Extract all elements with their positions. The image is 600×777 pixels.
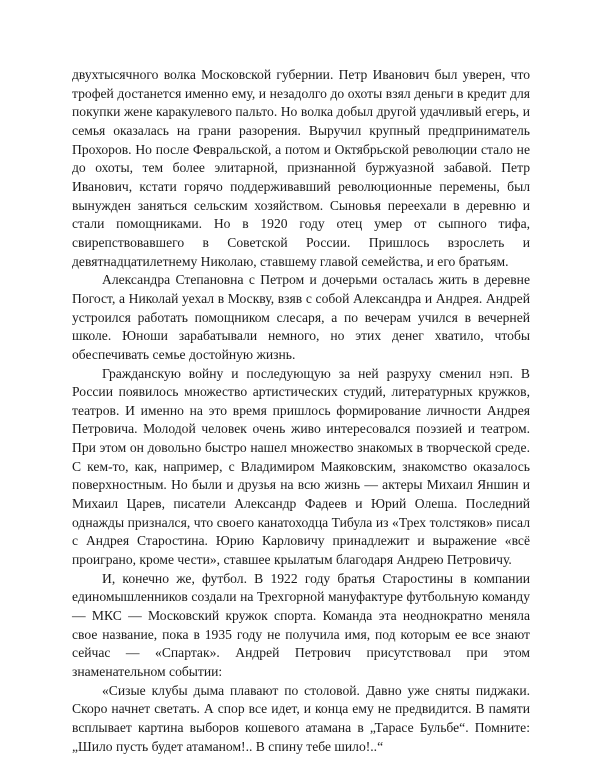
paragraph-1: двухтысячного волка Московской губернии. Петр Иванович был уверен, что трофей достанется именно ему, и незадолго до охоты взял деньги в кредит для покупки жене каракулевого пальто. Но волка добыл другой удачливый егерь, и семья оказалась на грани разорения. Выручил крупный предприниматель Прохоров. Но после Февральской, а потом и Октябрьской революции стало не до охоты, тем более элитарной, признанной буржуазной забавой. Петр Иванович, кстати горячо поддерживавший революционные перемены, был вынужден заняться сельским хозяйством. Сыновья переехали в деревню и стали помощниками. Но в 1920 году отец умер от сыпного тифа, свирепствовавшего в Советской России. Пришлось взрослеть и девятнадцатилетнему Николаю, ставшему главой семейства, и его братьям. [72, 67, 530, 269]
paragraph-2: Александра Степановна с Петром и дочерьми осталась жить в деревне Погост, а Николай уехал в Москву, взяв с собой Александра и Андрея. Андрей устроился работать помощником слесаря, а по вечерам учился в вечерней школе. Юноши зарабатывали немного, но этих денег хватило, чтобы обеспечивать семье достойную жизнь. [72, 272, 530, 362]
document-page [72, 66, 530, 756]
paragraph-5-quote: «Сизые клубы дыма плавают по столовой. Давно уже сняты пиджаки. Скоро начнет светать. А спор все идет, и конца ему не предвидится. В памяти всплывает картина выборов кошевого атамана в „Тарасе Бульбе“. Помните: „Шило пусть будет атаманом!.. В спину тебе шило!..“ [72, 682, 530, 754]
paragraph-4: И, конечно же, футбол. В 1922 году братья Старостины в компании единомышленников создали на Трехгорной мануфактуре футбольную команду — МКС — Московский кружок спорта. Команда эта неоднократно меняла свое название, пока в 1935 году не получила имя, под которым ее все знают сейчас — «Спартак». Андрей Петрович присутствовал при этом знаменательном событии: [72, 570, 530, 679]
paragraph-3: Гражданскую войну и последующую за ней разруху сменил нэп. В России появилось множество артистических студий, литературных кружков, театров. И именно на это время пришлось формирование личности Андрея Петровича. Молодой человек очень живо интересовался поэзией и театром. При этом он довольно быстро нашел множество знакомых в творческой среде. С кем-то, как, например, с Владимиром Маяковским, знакомство оказалось поверхностным. Но были и друзья на всю жизнь — актеры Михаил Яншин и Михаил Царев, писатели Александр Фадеев и Юрий Олеша. Последний однажды признался, что своего канатоходца Тибула из «Трех толстяков» писал с Андрея Старостина. Юрию Карловичу принадлежит и выражение «всё проиграно, кроме чести», ставшее крылатым благодаря Андрею Петровичу. [72, 365, 530, 568]
